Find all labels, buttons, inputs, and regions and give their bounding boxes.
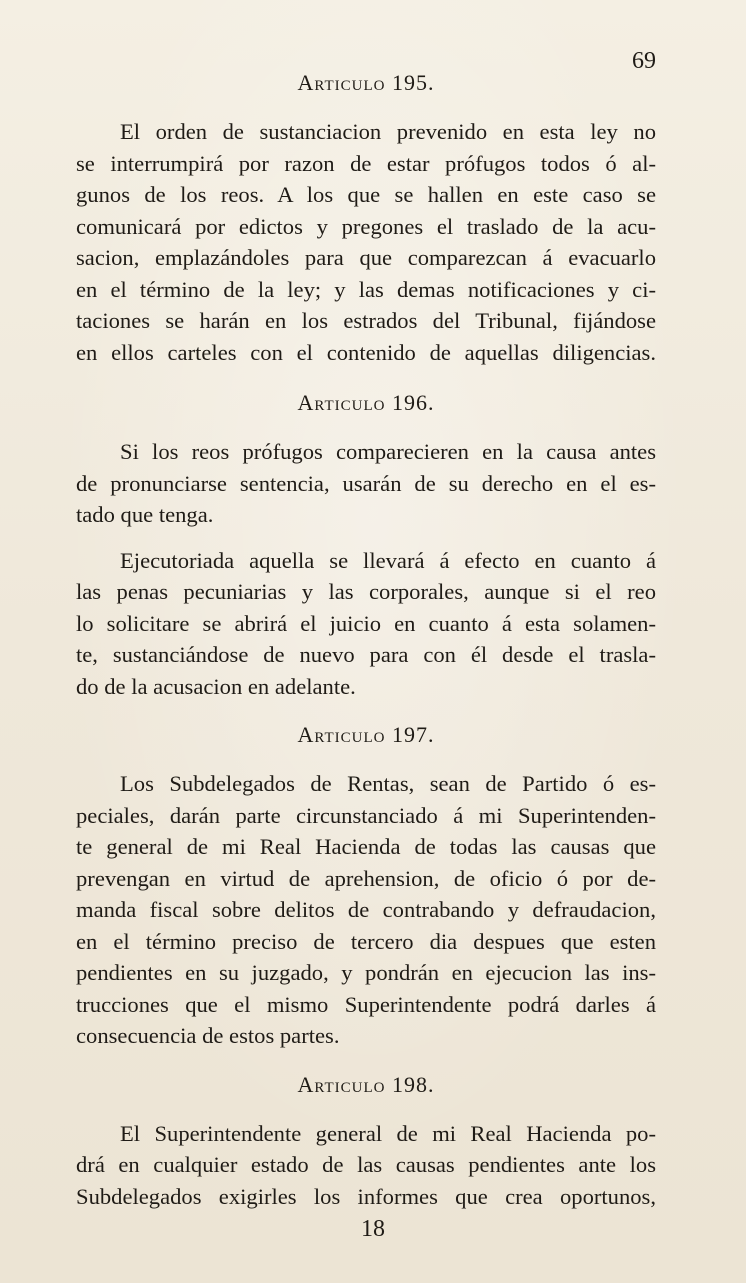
- text-line: pendientes en su juzgado, y pondrán en ejecucion las ins-: [76, 960, 656, 985]
- text-line: en ellos carteles con el contenido de aquellas diligencias.: [76, 339, 656, 365]
- text-line: taciones se harán en los estrados del Tribunal, fijándose: [76, 308, 656, 333]
- text-line: comunicará por edictos y pregones el traslado de la acu-: [76, 213, 656, 239]
- article-paragraph: [76, 436, 656, 531]
- text-line: trucciones que el mismo Superintendente podrá darles á: [76, 991, 656, 1017]
- text-line: manda fiscal sobre delitos de contrabando y defraudacion,: [76, 897, 656, 922]
- page-content: [76, 70, 656, 1226]
- page-number: 69: [632, 48, 656, 74]
- text-line: prevengan en virtud de aprehension, de oficio ó por de-: [76, 865, 656, 891]
- article-198: [76, 1072, 656, 1213]
- article-paragraph: [76, 1118, 656, 1213]
- text-line: en el término preciso de tercero dia despues que esten: [76, 928, 656, 954]
- text-line: El Superintendente general de mi Real Hacienda po-: [120, 1120, 656, 1146]
- text-line: drá en cualquier estado de las causas pendientes ante los: [76, 1152, 656, 1177]
- article-197: [76, 722, 656, 1052]
- text-line: te, sustanciándose de nuevo para con él desde el trasla-: [76, 642, 656, 667]
- text-line: consecuencia de estos partes.: [76, 1023, 340, 1048]
- article-paragraph: [76, 768, 656, 1052]
- article-heading: Articulo 197.: [297, 722, 435, 747]
- article-195: [76, 70, 656, 368]
- text-line: do de la acusacion en adelante.: [76, 673, 356, 699]
- text-line: lo solicitare se abrirá el juicio en cuanto á esta solamen-: [76, 610, 656, 636]
- article-paragraph: [76, 545, 656, 703]
- text-line: en el término de la ley; y las demas notificaciones y ci-: [76, 276, 656, 302]
- article-paragraph: [76, 116, 656, 368]
- signature-mark: 18: [361, 1216, 385, 1242]
- text-line: gunos de los reos. A los que se hallen en este caso se: [76, 182, 656, 207]
- text-line: tado que tenga.: [76, 502, 214, 527]
- text-line: te general de mi Real Hacienda de todas las causas que: [76, 834, 656, 859]
- text-line: Si los reos prófugos comparecieren en la causa antes: [120, 439, 656, 464]
- text-line: las penas pecuniarias y las corporales, aunque si el reo: [76, 579, 656, 604]
- article-heading: Articulo 196.: [297, 390, 435, 415]
- text-line: El orden de sustanciacion prevenido en esta ley no: [120, 119, 656, 144]
- text-line: Los Subdelegados de Rentas, sean de Partido ó es-: [120, 771, 656, 796]
- text-line: sacion, emplazándoles para que comparezcan á evacuarlo: [76, 245, 656, 270]
- text-line: peciales, darán parte circunstanciado á mi Superintenden-: [76, 802, 656, 828]
- article-heading: Articulo 198.: [297, 1071, 435, 1097]
- article-heading: Articulo 195.: [297, 70, 435, 95]
- text-line: Subdelegados exigirles los informes que crea oportunos,: [76, 1183, 656, 1209]
- article-196: [76, 390, 656, 702]
- text-line: se interrumpirá por razon de estar prófugos todos ó al-: [76, 150, 656, 176]
- text-line: de pronunciarse sentencia, usarán de su derecho en el es-: [76, 470, 656, 496]
- text-line: Ejecutoriada aquella se llevará á efecto en cuanto á: [120, 547, 656, 573]
